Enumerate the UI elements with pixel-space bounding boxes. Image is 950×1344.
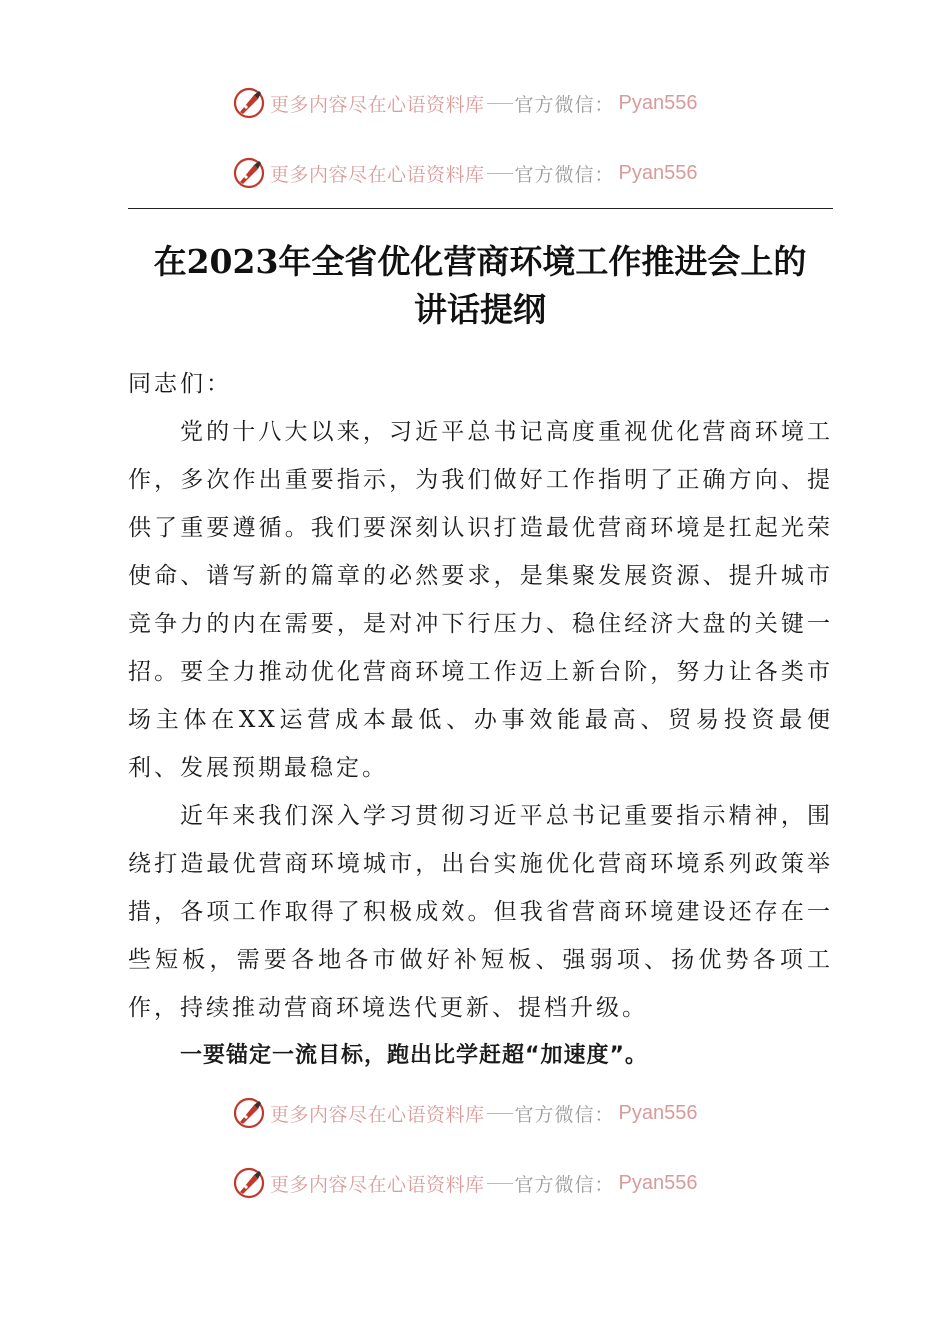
pen-nib-logo-icon [232, 1096, 266, 1130]
watermark-wechat-label: 官方微信： [514, 1173, 615, 1196]
watermark-wechat-label: 官方微信： [514, 163, 615, 186]
paragraph: 党的十八大以来，习近平总书记高度重视优化营商环境工作，多次作出重要指示，为我们做好工作指明了正确方向、提供了重要遵循。我们要深刻认识打造最优营商环境是扛起光荣使命、谱写新的篇章的必然要求，是集聚发展资源、提升城市竞争力的内在需要，是对冲下行压力、稳住经济大盘的关键一招。要全力推动优化营商环境工作迈上新台阶，努力让各类市场主体在XX运营成本最低、办事效能最高、贸易投资最便利、发展预期最稳定。 [128, 419, 833, 781]
watermark-dash [487, 173, 513, 174]
watermark-banner [232, 155, 698, 191]
title-line-1: 在2023年全省优化营商环境工作推进会上的 [153, 242, 807, 281]
watermark-dash [487, 1113, 513, 1114]
pen-nib-logo-icon [232, 156, 266, 190]
watermark-text: 更多内容尽在心语资料库 [270, 93, 485, 116]
watermark-wechat-id: Pyan556 [618, 91, 698, 114]
header-divider [128, 208, 833, 209]
watermark-wechat-id: Pyan556 [618, 1171, 698, 1194]
salutation: 同志们： [128, 371, 232, 397]
watermark-banner [232, 85, 698, 121]
watermark-wechat-label: 官方微信： [514, 1103, 615, 1126]
watermark-wechat-id: Pyan556 [618, 161, 698, 184]
watermark-text: 更多内容尽在心语资料库 [270, 1103, 485, 1126]
watermark-banner [232, 1165, 698, 1201]
watermark-dash [487, 103, 513, 104]
pen-nib-logo-icon [232, 1166, 266, 1200]
title-line-2: 讲话提纲 [414, 290, 546, 329]
watermark-dash [487, 1183, 513, 1184]
watermark-text: 更多内容尽在心语资料库 [270, 163, 485, 186]
pen-nib-logo-icon [232, 86, 266, 120]
paragraph: 近年来我们深入学习贯彻习近平总书记重要指示精神，围绕打造最优营商环境城市，出台实施优化营商环境系列政策举措，各项工作取得了积极成效。但我省营商环境建设还存在一些短板，需要各地各市做好补短板、强弱项、扬优势各项工作，持续推动营商环境迭代更新、提档升级。 [128, 803, 833, 1021]
watermark-banner [232, 1095, 698, 1131]
watermark-wechat-id: Pyan556 [618, 1101, 698, 1124]
document-body [128, 360, 833, 1080]
watermark-text: 更多内容尽在心语资料库 [270, 1173, 485, 1196]
watermark-wechat-label: 官方微信： [514, 93, 615, 116]
document-title [110, 238, 850, 334]
section-heading: 一要锚定一流目标，跑出比学赶超“加速度”。 [180, 1043, 648, 1068]
